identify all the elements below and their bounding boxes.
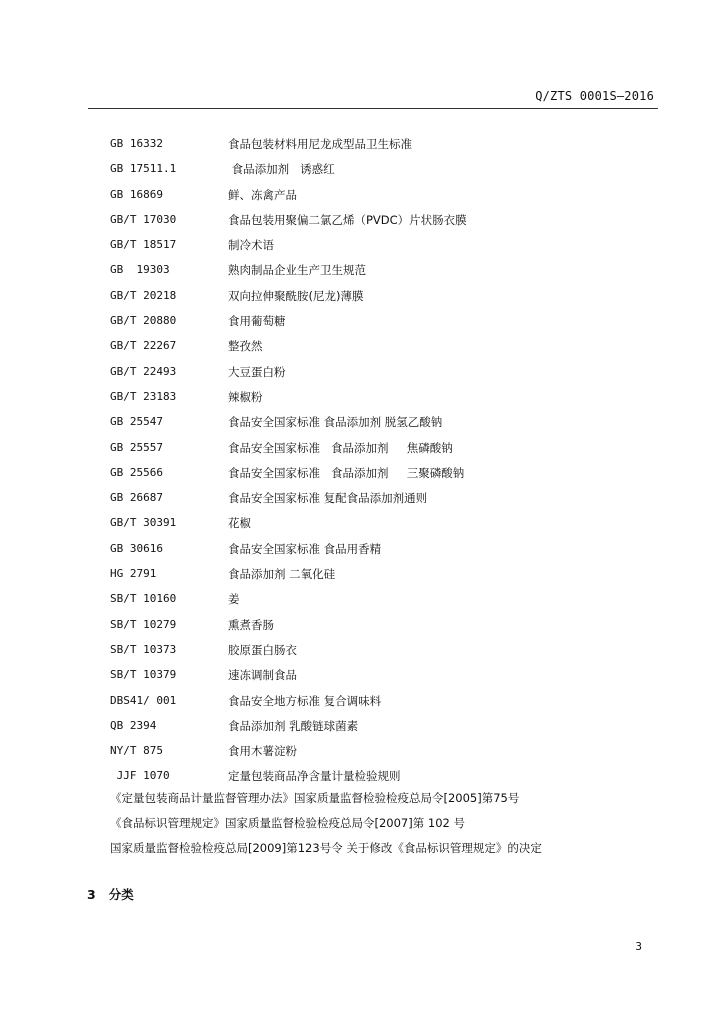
- reference-row: [110, 212, 670, 237]
- reference-code: SB/T 10160: [110, 592, 177, 606]
- page-number: 3: [635, 940, 642, 953]
- reference-title: 鲜、冻禽产品: [228, 187, 297, 202]
- reference-code: QB 2394: [110, 718, 157, 732]
- reference-title: 大豆蛋白粉: [228, 364, 286, 379]
- reference-code: NY/T 875: [110, 744, 163, 758]
- regulation-note: 《定量包装商品计量监督管理办法》国家质量监督检验检疫总局令[2005]第75号: [110, 791, 520, 805]
- reference-title: 食品添加剂 乳酸链球菌素: [228, 718, 359, 733]
- regulation-note: 《食品标识管理规定》国家质量监督检验检疫总局令[2007]第 102 号: [110, 816, 465, 830]
- reference-title: 食品添加剂 诱惑红: [228, 162, 335, 177]
- reference-title: 制冷术语: [228, 238, 274, 253]
- reference-title: 食品安全国家标准 食品用香精: [228, 541, 382, 556]
- reference-code: JJF 1070: [110, 769, 170, 783]
- reference-title: 食品安全国家标准 食品添加剂 焦磷酸钠: [228, 440, 453, 455]
- reference-row: [110, 136, 670, 161]
- reference-row: [110, 743, 670, 768]
- reference-row: [110, 389, 670, 414]
- reference-row: [110, 187, 670, 212]
- regulation-note: 国家质量监督检验检疫总局[2009]第123号令 关于修改《食品标识管理规定》的决定: [110, 841, 542, 855]
- reference-title: 食品安全国家标准 食品添加剂 三聚磷酸钠: [228, 465, 465, 480]
- reference-row: [110, 667, 670, 692]
- reference-code: SB/T 10373: [110, 642, 177, 656]
- reference-code: GB 30616: [110, 541, 163, 555]
- reference-title: 熏煮香肠: [228, 617, 274, 632]
- reference-title: 双向拉伸聚酰胺(尼龙)薄膜: [228, 288, 364, 303]
- reference-code: SB/T 10379: [110, 668, 177, 682]
- reference-code: GB/T 30391: [110, 516, 177, 530]
- reference-row: [110, 515, 670, 540]
- reference-title: 整孜然: [228, 339, 263, 354]
- reference-code: GB 25566: [110, 465, 163, 479]
- reference-title: 食品添加剂 二氧化硅: [228, 567, 336, 582]
- reference-code: GB/T 20880: [110, 314, 177, 328]
- reference-title: 食用葡萄糖: [228, 314, 286, 329]
- reference-code: SB/T 10279: [110, 617, 177, 631]
- reference-title: 食用木薯淀粉: [228, 744, 297, 759]
- reference-title: 定量包装商品净含量计量检验规则: [228, 769, 401, 784]
- reference-title: 食品安全国家标准 复配食品添加剂通则: [228, 491, 428, 506]
- reference-row: [110, 591, 670, 616]
- reference-row: [110, 693, 670, 718]
- reference-title: 姜: [228, 592, 240, 607]
- reference-title: 熟肉制品企业生产卫生规范: [228, 263, 366, 278]
- reference-row: [110, 617, 670, 642]
- reference-row: [110, 566, 670, 591]
- reference-row: [110, 338, 670, 363]
- document-code: Q/ZTS 0001S—2016: [535, 89, 654, 103]
- regulation-notes: [110, 790, 670, 865]
- reference-code: GB 25547: [110, 415, 163, 429]
- reference-row: [110, 288, 670, 313]
- reference-title: 速冻调制食品: [228, 668, 297, 683]
- reference-code: GB 26687: [110, 491, 163, 505]
- reference-row: [110, 718, 670, 743]
- normative-references-list: [110, 136, 670, 794]
- reference-row: [110, 414, 670, 439]
- reference-row: [110, 490, 670, 515]
- reference-row: [110, 642, 670, 667]
- reference-row: [110, 541, 670, 566]
- reference-row: [110, 440, 670, 465]
- reference-title: 食品包装材料用尼龙成型品卫生标准: [228, 137, 412, 151]
- reference-code: HG 2791: [110, 567, 157, 581]
- reference-title: 食品安全地方标准 复合调味料: [228, 693, 382, 708]
- reference-code: GB/T 22267: [110, 339, 177, 353]
- reference-row: [110, 262, 670, 287]
- reference-row: [110, 364, 670, 389]
- reference-code: GB 17511.1: [110, 162, 177, 176]
- reference-title: 食品包装用聚偏二氯乙烯（PVDC）片状肠衣膜: [228, 212, 467, 227]
- section-number: 3: [87, 887, 96, 902]
- reference-code: GB/T 18517: [110, 238, 177, 252]
- header-divider: [88, 108, 658, 109]
- reference-row: [110, 465, 670, 490]
- reference-title: 花椒: [228, 516, 251, 531]
- reference-code: GB 16332: [110, 137, 163, 150]
- reference-title: 胶原蛋白肠衣: [228, 642, 297, 657]
- reference-code: DBS41/ 001: [110, 693, 177, 707]
- reference-title: 食品安全国家标准 食品添加剂 脱氢乙酸钠: [228, 415, 443, 430]
- reference-code: GB/T 17030: [110, 212, 177, 226]
- reference-title: 辣椒粉: [228, 389, 263, 404]
- reference-code: GB 16869: [110, 187, 163, 201]
- reference-row: [110, 161, 670, 186]
- reference-row: [110, 237, 670, 262]
- reference-code: GB/T 22493: [110, 364, 177, 378]
- reference-row: [110, 313, 670, 338]
- section-heading: [87, 885, 134, 903]
- reference-code: GB/T 23183: [110, 389, 177, 403]
- reference-code: GB/T 20218: [110, 288, 177, 302]
- section-title: 分类: [108, 887, 134, 902]
- reference-code: GB 19303: [110, 263, 170, 277]
- reference-code: GB 25557: [110, 440, 163, 454]
